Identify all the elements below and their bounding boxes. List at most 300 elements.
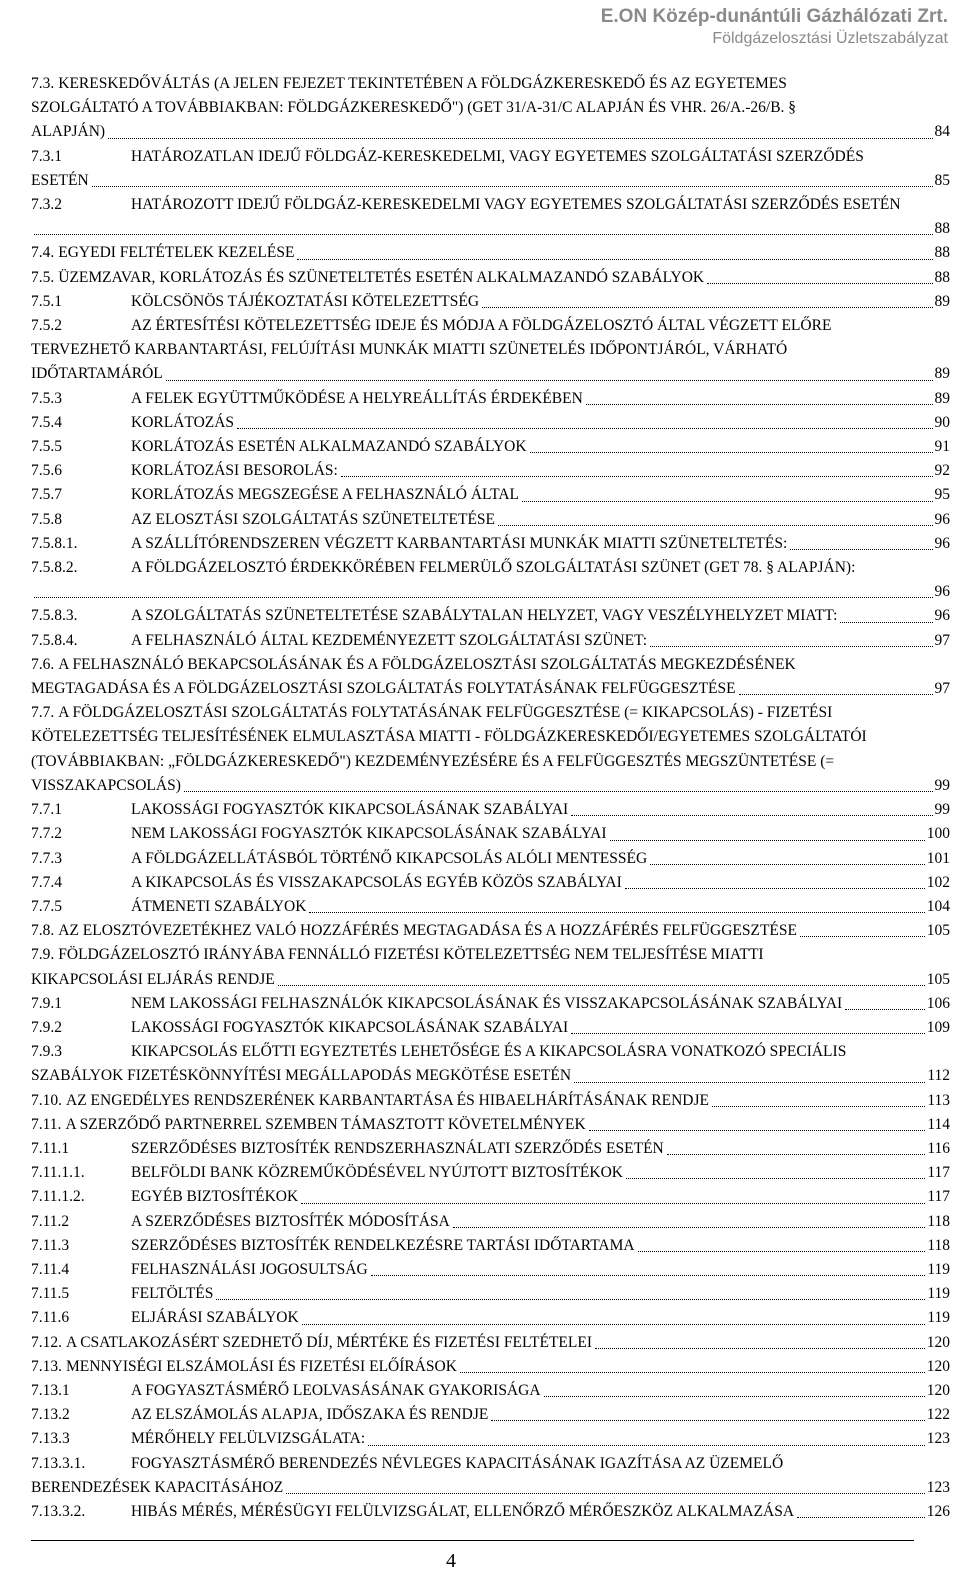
dot-leader [739,677,933,695]
toc-entry-title: KÖLCSÖNÖS TÁJÉKOZTATÁSI KÖTELEZETTSÉG [131,292,480,310]
toc-entry-page: 113 [927,1091,950,1109]
toc-entry-number: 7.5.1 [31,292,62,310]
table-of-contents [31,72,950,1524]
toc-entry-title: A FÖLDGÁZELOSZTÁSI SZOLGÁLTATÁS FOLYTATÁSÁNAK FELFÜGGESZTÉSE (= KIKAPCSOLÁS) - FIZETÉSI [58,704,833,722]
dot-leader [108,120,932,138]
toc-entry-line [31,1064,950,1088]
toc-entry[interactable] [31,290,950,314]
toc-entry-title: NEM LAKOSSÁGI FELHASZNÁLÓK KIKAPCSOLÁSÁNAK ÉS VISSZAKAPCSOLÁSÁNAK SZABÁLYAI [131,994,843,1012]
toc-entry-title: NEM LAKOSSÁGI FOGYASZTÓK KIKAPCSOLÁSÁNAK SZABÁLYAI [131,825,607,843]
toc-entry-number: 7.12. [31,1333,62,1351]
dot-leader [301,1185,925,1203]
toc-entry[interactable] [31,1185,950,1209]
toc-entry-page: 120 [926,1381,950,1399]
dot-leader [530,435,933,453]
toc-entry[interactable] [31,483,950,507]
toc-entry[interactable] [31,241,950,265]
toc-entry[interactable] [31,1210,950,1234]
toc-entry-line [31,1500,950,1524]
dot-leader [278,968,925,986]
toc-entry[interactable] [31,1403,950,1427]
toc-entry-title: FELHASZNÁLÁSI JOGOSULTSÁG [131,1260,368,1278]
document-subtitle: Földgázelosztási Üzletszabályzat [712,30,948,47]
toc-entry-title: AZ ENGEDÉLYES RENDSZERÉNEK KARBANTARTÁSA ÉS HIBAELHÁRÍTÁSÁNAK RENDJE [66,1091,709,1109]
dot-leader [453,1210,926,1228]
toc-entry-line [31,193,950,217]
dot-leader [800,919,925,937]
toc-entry-title: HATÁROZATLAN IDEJŰ FÖLDGÁZ-KERESKEDELMI, VAGY EGYETEMES SZOLGÁLTATÁSI SZERZŐDÉS [131,147,864,165]
toc-entry-page: 97 [934,680,950,698]
toc-entry-line [31,1476,950,1500]
toc-entry[interactable] [31,193,950,241]
toc-entry-title: KÖTELEZETTSÉG TELJESÍTÉSÉNEK ELMULASZTÁSA MIATTI - FÖLDGÁZKERESKEDŐI/EGYETEMES SZOLGÁLTATÓI [31,728,867,746]
toc-entry[interactable] [31,1089,950,1113]
toc-entry-line [31,750,950,774]
toc-entry[interactable] [31,387,950,411]
toc-entry-line [31,653,950,677]
toc-entry-number: 7.7.4 [31,873,62,891]
toc-entry-number: 7.5.4 [31,413,62,431]
toc-entry-number: 7.3. [31,75,55,92]
toc-entry-line [31,1355,950,1379]
toc-entry-page: 117 [927,1188,950,1206]
dot-leader [371,1258,926,1276]
toc-entry[interactable] [31,1355,950,1379]
toc-entry-number: 7.11.4 [31,1260,70,1278]
toc-entry-number: 7.5.5 [31,438,62,456]
toc-entry-title: SZABÁLYOK FIZETÉSKÖNNYÍTÉSI MEGÁLLAPODÁS MEGKÖTÉSE ESETÉN [31,1067,572,1085]
toc-entry[interactable] [31,798,950,822]
dot-leader [491,1403,924,1421]
toc-entry[interactable] [31,459,950,483]
dot-leader [184,774,933,792]
toc-entry-page: 118 [927,1212,950,1230]
dot-leader [544,1379,925,1397]
toc-entry-number: 7.11.1.1. [31,1164,85,1182]
toc-entry-number: 7.11.3 [31,1236,70,1254]
toc-entry-number: 7.5.7 [31,486,62,504]
toc-entry-page: 96 [934,583,950,601]
toc-entry-title: ÁTMENETI SZABÁLYOK [131,897,307,915]
dot-leader [845,992,925,1010]
toc-entry-line [31,1137,950,1161]
toc-entry-line [31,1016,950,1040]
toc-entry-line [31,580,950,604]
toc-entry-line [31,629,950,653]
toc-entry-number: 7.11.6 [31,1309,70,1327]
toc-entry-line [31,701,950,725]
toc-entry-number: 7.11.1 [31,1139,70,1157]
toc-entry[interactable] [31,604,950,628]
toc-entry-page: 114 [927,1115,950,1133]
toc-entry[interactable] [31,145,950,193]
dot-leader [571,1016,925,1034]
toc-entry-number: 7.7. [31,704,55,722]
toc-entry-number: 7.5.8.4. [31,631,78,649]
toc-entry[interactable] [31,1161,950,1185]
toc-entry-title: EGYÉB BIZTOSÍTÉKOK [131,1188,299,1206]
toc-entry-line [31,120,950,144]
toc-entry-number: 7.3.2 [31,196,62,214]
toc-entry-title: ESETÉN [31,171,89,189]
dot-leader [482,290,932,308]
toc-entry[interactable] [31,435,950,459]
toc-entry-page: 99 [934,776,950,794]
dot-leader [610,822,925,840]
toc-entry-line [31,1210,950,1234]
toc-entry[interactable] [31,701,950,798]
dot-leader [341,459,933,477]
toc-entry-title: VISSZAKAPCSOLÁS) [31,776,181,794]
toc-entry-page: 119 [927,1309,950,1327]
page-number: 4 [446,1550,456,1572]
dot-leader [166,362,933,380]
toc-entry-number: 7.13. [31,1357,62,1375]
toc-entry-page: 89 [934,365,950,383]
toc-entry-line [31,968,950,992]
toc-entry[interactable] [31,1331,950,1355]
toc-entry-title: AZ ÉRTESÍTÉSI KÖTELEZETTSÉG IDEJE ÉS MÓDJA A FÖLDGÁZELOSZTÓ ÁLTAL VÉGZETT ELŐRE [131,317,832,335]
toc-entry-title: A SZERZŐDÉSES BIZTOSÍTÉK MÓDOSÍTÁSA [131,1212,450,1230]
toc-entry[interactable] [31,1427,950,1451]
toc-entry[interactable] [31,508,950,532]
toc-entry-page: 119 [927,1285,950,1303]
toc-entry[interactable] [31,314,950,387]
toc-entry-page: 91 [934,438,950,456]
toc-entry-title: A FELEK EGYÜTTMŰKÖDÉSE A HELYREÁLLÍTÁS ÉRDEKÉBEN [131,389,583,407]
toc-entry-page: 112 [927,1067,950,1085]
toc-entry-page: 88 [934,244,950,262]
toc-entry[interactable] [31,822,950,846]
toc-entry-number: 7.5.3 [31,389,62,407]
toc-entry[interactable] [31,895,950,919]
toc-entry-line [31,1161,950,1185]
toc-entry-title: MEGTAGADÁSA ÉS A FÖLDGÁZELOSZTÁSI SZOLGÁLTATÁS FOLYTATÁSÁNAK FELFÜGGESZTÉSE [31,680,736,698]
toc-entry-number: 7.13.1 [31,1381,70,1399]
toc-entry-line [31,556,950,580]
toc-entry-line [31,411,950,435]
dot-leader [34,580,933,598]
dot-leader [571,798,932,816]
toc-entry-number: 7.5.8.3. [31,607,78,625]
toc-entry-number: 7.5.2 [31,317,62,335]
toc-entry-page: 89 [934,292,950,310]
toc-entry[interactable] [31,1306,950,1330]
dot-leader [650,629,932,647]
toc-entry-line [31,871,950,895]
toc-entry-title: KORLÁTOZÁS ESETÉN ALKALMAZANDÓ SZABÁLYOK [131,438,527,456]
toc-entry-page: 120 [926,1357,950,1375]
toc-entry-line [31,314,950,338]
toc-entry-title: SZERZŐDÉSES BIZTOSÍTÉK RENDELKEZÉSRE TARTÁSI IDŐTARTAMA [131,1236,635,1254]
toc-entry-line [31,483,950,507]
toc-entry-line [31,169,950,193]
toc-entry-title: SZERZŐDÉSES BIZTOSÍTÉK RENDSZERHASZNÁLATI SZERZŐDÉS ESETÉN [131,1139,664,1157]
toc-entry-title: FOGYASZTÁSMÉRŐ BERENDEZÉS NÉVLEGES KAPACITÁSÁNAK IGAZÍTÁSA AZ ÜZEMELŐ [131,1454,784,1472]
toc-entry-title: FÖLDGÁZELOSZTÓ IRÁNYÁBA FENNÁLLÓ FIZETÉSI KÖTELEZETTSÉG NEM TELJESÍTÉSE MIATTI [58,946,764,964]
toc-entry-page: 100 [926,825,950,843]
toc-entry-number: 7.7.3 [31,849,62,867]
toc-entry-title: HATÁROZOTT IDEJŰ FÖLDGÁZ-KERESKEDELMI VAGY EGYETEMES SZOLGÁLTATÁSI SZERZŐDÉS ESETÉN [131,196,901,214]
toc-entry-number: 7.3.1 [31,147,62,165]
toc-entry-line [31,290,950,314]
toc-entry-page: 118 [927,1236,950,1254]
toc-entry-number: 7.11. [31,1115,62,1133]
toc-entry-title: BERENDEZÉSEK KAPACITÁSÁHOZ [31,1478,284,1496]
toc-entry-line [31,1452,950,1476]
company-name: E.ON Közép-dunántúli Gázhálózati Zrt. [600,6,948,27]
toc-entry-line [31,532,950,556]
toc-entry-line [31,895,950,919]
toc-entry-number: 7.13.3.2. [31,1502,86,1520]
dot-leader [309,895,924,913]
toc-entry-title: LAKOSSÁGI FOGYASZTÓK KIKAPCSOLÁSÁNAK SZABÁLYAI [131,801,569,819]
dot-leader [840,604,932,622]
toc-entry-page: 117 [927,1164,950,1182]
toc-entry-line [31,919,950,943]
toc-entry[interactable] [31,653,950,701]
toc-entry[interactable] [31,629,950,653]
dot-leader [667,1137,926,1155]
dot-leader [368,1427,925,1445]
toc-entry[interactable] [31,847,950,871]
toc-entry-title: A SZOLGÁLTATÁS SZÜNETELTETÉSE SZABÁLYTALAN HELYZET, VAGY VESZÉLYHELYZET MIATT: [131,607,838,625]
toc-entry[interactable] [31,556,950,604]
toc-entry-page: 97 [934,631,950,649]
toc-entry-title: FELTÖLTÉS [131,1285,214,1303]
toc-entry-page: 120 [926,1333,950,1351]
toc-entry-title: AZ ELOSZTÓVEZETÉKHEZ VALÓ HOZZÁFÉRÉS MEGTAGADÁSA ÉS A HOZZÁFÉRÉS FELFÜGGESZTÉSE [58,922,797,940]
toc-entry-title: MENNYISÉGI ELSZÁMOLÁSI ÉS FIZETÉSI ELŐÍRÁSOK [66,1357,457,1375]
toc-entry-title: A SZÁLLÍTÓRENDSZEREN VÉGZETT KARBANTARTÁSI MUNKÁK MIATTI SZÜNETELTETÉS: [131,534,788,552]
toc-entry-line [31,1379,950,1403]
dot-leader [574,1064,925,1082]
toc-entry-title: IDŐTARTAMÁRÓL [31,365,163,383]
toc-entry-page: 123 [926,1478,950,1496]
toc-entry-line [31,145,950,169]
dot-leader [302,1306,926,1324]
toc-entry[interactable] [31,1500,950,1524]
toc-entry-line [31,1306,950,1330]
toc-entry-title: HIBÁS MÉRÉS, MÉRÉSÜGYI FELÜLVIZSGÁLAT, ELLENŐRZŐ MÉRŐESZKÖZ ALKALMAZÁSA [131,1502,795,1520]
toc-entry-title: KORLÁTOZÁS [131,413,235,431]
toc-entry[interactable] [31,1016,950,1040]
toc-entry[interactable] [31,532,950,556]
toc-entry-title: A FELHASZNÁLÓ BEKAPCSOLÁSÁNAK ÉS A FÖLDGÁZELOSZTÁSI SZOLGÁLTATÁS MEGKEZDÉSÉNEK [58,655,796,673]
toc-entry-number: 7.9.2 [31,1018,62,1036]
toc-entry-page: 104 [926,897,950,915]
toc-entry-title: ELJÁRÁSI SZABÁLYOK [131,1309,299,1327]
toc-entry[interactable] [31,1040,950,1088]
toc-entry-line [31,677,950,701]
toc-entry-title: A FOGYASZTÁSMÉRŐ LEOLVASÁSÁNAK GYAKORISÁGA [131,1381,541,1399]
toc-entry-number: 7.7.5 [31,897,62,915]
toc-entry-page: 95 [934,486,950,504]
dot-leader [707,266,932,284]
toc-entry-line [31,96,950,120]
toc-entry-page: 109 [926,1018,950,1036]
toc-entry-title: A FÖLDGÁZELLÁTÁSBÓL TÖRTÉNŐ KIKAPCSOLÁS ALÓLI MENTESSÉG [131,849,648,867]
dot-leader [216,1282,925,1300]
toc-entry-line [31,338,950,362]
toc-entry-number: 7.9.1 [31,994,62,1012]
toc-entry-page: 96 [934,510,950,528]
toc-entry-line [31,1040,950,1064]
dot-leader [498,508,932,526]
toc-entry-title: EGYEDI FELTÉTELEK KEZELÉSE [58,244,295,262]
toc-entry[interactable] [31,919,950,943]
toc-entry-line [31,72,950,96]
toc-entry-number: 7.5.8.1. [31,534,78,552]
dot-leader [790,532,932,550]
dot-leader [460,1355,925,1373]
toc-entry-line [31,217,950,241]
toc-entry-title: TERVEZHETŐ KARBANTARTÁSI, FELÚJÍTÁSI MUNKÁK MIATTI SZÜNETELÉS IDŐPONTJÁRÓL, VÁRHATÓ [31,341,788,359]
toc-entry-number: 7.9. [31,946,55,964]
toc-entry-line [31,1427,950,1451]
toc-entry-page: 99 [934,801,950,819]
dot-leader [595,1331,925,1349]
toc-entry-number: 7.8. [31,922,55,940]
toc-entry-page: 96 [934,534,950,552]
toc-entry-page: 122 [926,1406,950,1424]
toc-entry-page: 89 [934,389,950,407]
toc-entry-title: AZ ELSZÁMOLÁS ALAPJA, IDŐSZAKA ÉS RENDJE [131,1406,489,1424]
toc-entry[interactable] [31,266,950,290]
toc-entry-page: 96 [934,607,950,625]
toc-entry-title: SZOLGÁLTATÓ A TOVÁBBIAKBAN: FÖLDGÁZKERESKEDŐ") (GET 31/A-31/C ALAPJÁN ÉS VHR. 26/A.-26/B. § [31,99,797,117]
toc-entry-title: AZ ELOSZTÁSI SZOLGÁLTATÁS SZÜNETELTETÉSE [131,510,496,528]
dot-leader [586,387,933,405]
toc-entry-title: A FELHASZNÁLÓ ÁLTAL KEZDEMÉNYEZETT SZOLGÁLTATÁSI SZÜNET: [131,631,648,649]
toc-entry-number: 7.13.3 [31,1430,70,1448]
toc-entry[interactable] [31,1379,950,1403]
toc-entry-page: 105 [926,922,950,940]
toc-entry-title: A CSATLAKOZÁSÉRT SZEDHETŐ DÍJ, MÉRTÉKE ÉS FIZETÉSI FELTÉTELEI [66,1333,592,1351]
toc-entry-line [31,847,950,871]
dot-leader [92,169,933,187]
toc-entry-line [31,266,950,290]
dot-leader [237,411,932,429]
toc-entry-line [31,943,950,967]
toc-entry-line [31,1234,950,1258]
toc-entry[interactable] [31,1234,950,1258]
toc-entry[interactable] [31,1282,950,1306]
toc-entry-page: 102 [926,873,950,891]
toc-entry-page: 92 [934,462,950,480]
toc-entry-page: 101 [926,849,950,867]
toc-entry-title: MÉRŐHELY FELÜLVIZSGÁLATA: [131,1430,366,1448]
toc-entry[interactable] [31,943,950,991]
toc-entry-line [31,1331,950,1355]
toc-entry-number: 7.13.3.1. [31,1454,86,1472]
toc-entry-title: KIKAPCSOLÁSI ELJÁRÁS RENDJE [31,970,275,988]
toc-entry-number: 7.5.8.2. [31,559,78,577]
toc-entry-line [31,1282,950,1306]
dot-leader [34,217,933,235]
dot-leader [522,483,933,501]
toc-entry-number: 7.7.1 [31,801,62,819]
toc-entry-title: KORLÁTOZÁS MEGSZEGÉSE A FELHASZNÁLÓ ÁLTAL [131,486,519,504]
toc-entry-number: 7.4. [31,244,55,262]
toc-entry-title: KORLÁTOZÁSI BESOROLÁS: [131,462,338,480]
toc-entry-page: 105 [926,970,950,988]
toc-entry-page: 90 [934,413,950,431]
toc-entry-page: 126 [926,1502,950,1520]
toc-entry-line [31,1258,950,1282]
footer-divider [31,1540,914,1541]
toc-entry-number: 7.11.1.2. [31,1188,85,1206]
toc-entry-line [31,774,950,798]
toc-entry-line [31,798,950,822]
toc-entry-title: (TOVÁBBIAKBAN: „FÖLDGÁZKERESKEDŐ") KEZDEMÉNYEZÉSÉRE ÉS A FELFÜGGESZTÉS MEGSZÜNTETÉSE (= [31,752,835,770]
toc-entry-page: 84 [934,123,950,141]
toc-entry-page: 88 [934,220,950,238]
toc-entry[interactable] [31,72,950,145]
toc-entry-number: 7.9.3 [31,1043,62,1061]
toc-entry-title: A FÖLDGÁZELOSZTÓ ÉRDEKKÖRÉBEN FELMERÜLŐ SZOLGÁLTATÁSI SZÜNET (GET 78. § ALAPJÁN): [131,559,856,577]
toc-entry-title: BELFÖLDI BANK KÖZREMŰKÖDÉSÉVEL NYÚJTOTT BIZTOSÍTÉKOK [131,1164,623,1182]
toc-entry[interactable] [31,1113,950,1137]
toc-entry-title: A KIKAPCSOLÁS ÉS VISSZAKAPCSOLÁS EGYÉB KÖZÖS SZABÁLYAI [131,873,622,891]
toc-entry[interactable] [31,1258,950,1282]
toc-entry-number: 7.7.2 [31,825,62,843]
toc-entry-line [31,1089,950,1113]
toc-entry-title: ÜZEMZAVAR, KORLÁTOZÁS ÉS SZÜNETELTETÉS ESETÉN ALKALMAZANDÓ SZABÁLYOK [58,268,705,286]
toc-entry-line [31,725,950,749]
toc-entry-title: A SZERZŐDŐ PARTNERREL SZEMBEN TÁMASZTOTT KÖVETELMÉNYEK [65,1115,586,1133]
toc-entry-page: 85 [934,171,950,189]
toc-entry-page: 88 [934,268,950,286]
toc-entry[interactable] [31,992,950,1016]
toc-entry-number: 7.11.2 [31,1212,70,1230]
toc-entry[interactable] [31,871,950,895]
dot-leader [626,1161,925,1179]
toc-entry-number: 7.5.6 [31,462,62,480]
dot-leader [625,871,925,889]
page-header [601,6,948,49]
dot-leader [712,1089,925,1107]
dot-leader [797,1500,925,1518]
dot-leader [650,847,925,865]
toc-entry-number: 7.13.2 [31,1406,70,1424]
toc-entry-title: KERESKEDŐVÁLTÁS (A JELEN FEJEZET TEKINTETÉBEN A FÖLDGÁZKERESKEDŐ ÉS AZ EGYETEMES [58,75,787,92]
toc-entry-line [31,822,950,846]
toc-entry[interactable] [31,1137,950,1161]
toc-entry-page: 116 [927,1139,950,1157]
toc-entry-page: 119 [927,1260,950,1278]
dot-leader [638,1234,926,1252]
toc-entry-number: 7.5.8 [31,510,62,528]
toc-entry-line [31,1403,950,1427]
toc-entry-title: LAKOSSÁGI FOGYASZTÓK KIKAPCSOLÁSÁNAK SZABÁLYAI [131,1018,569,1036]
toc-entry-line [31,241,950,265]
toc-entry[interactable] [31,411,950,435]
toc-entry-number: 7.5. [31,268,55,286]
toc-entry-number: 7.11.5 [31,1285,70,1303]
dot-leader [286,1476,925,1494]
toc-entry-line [31,362,950,386]
toc-entry[interactable] [31,1452,950,1500]
toc-entry-line [31,459,950,483]
toc-entry-title: ALAPJÁN) [31,123,106,141]
toc-entry-line [31,1185,950,1209]
toc-entry-line [31,435,950,459]
dot-leader [589,1113,926,1131]
dot-leader [297,241,932,259]
toc-entry-title: KIKAPCSOLÁS ELŐTTI EGYEZTETÉS LEHETŐSÉGE ÉS A KIKAPCSOLÁSRA VONATKOZÓ SPECIÁLIS [131,1043,847,1061]
toc-entry-number: 7.10. [31,1091,62,1109]
